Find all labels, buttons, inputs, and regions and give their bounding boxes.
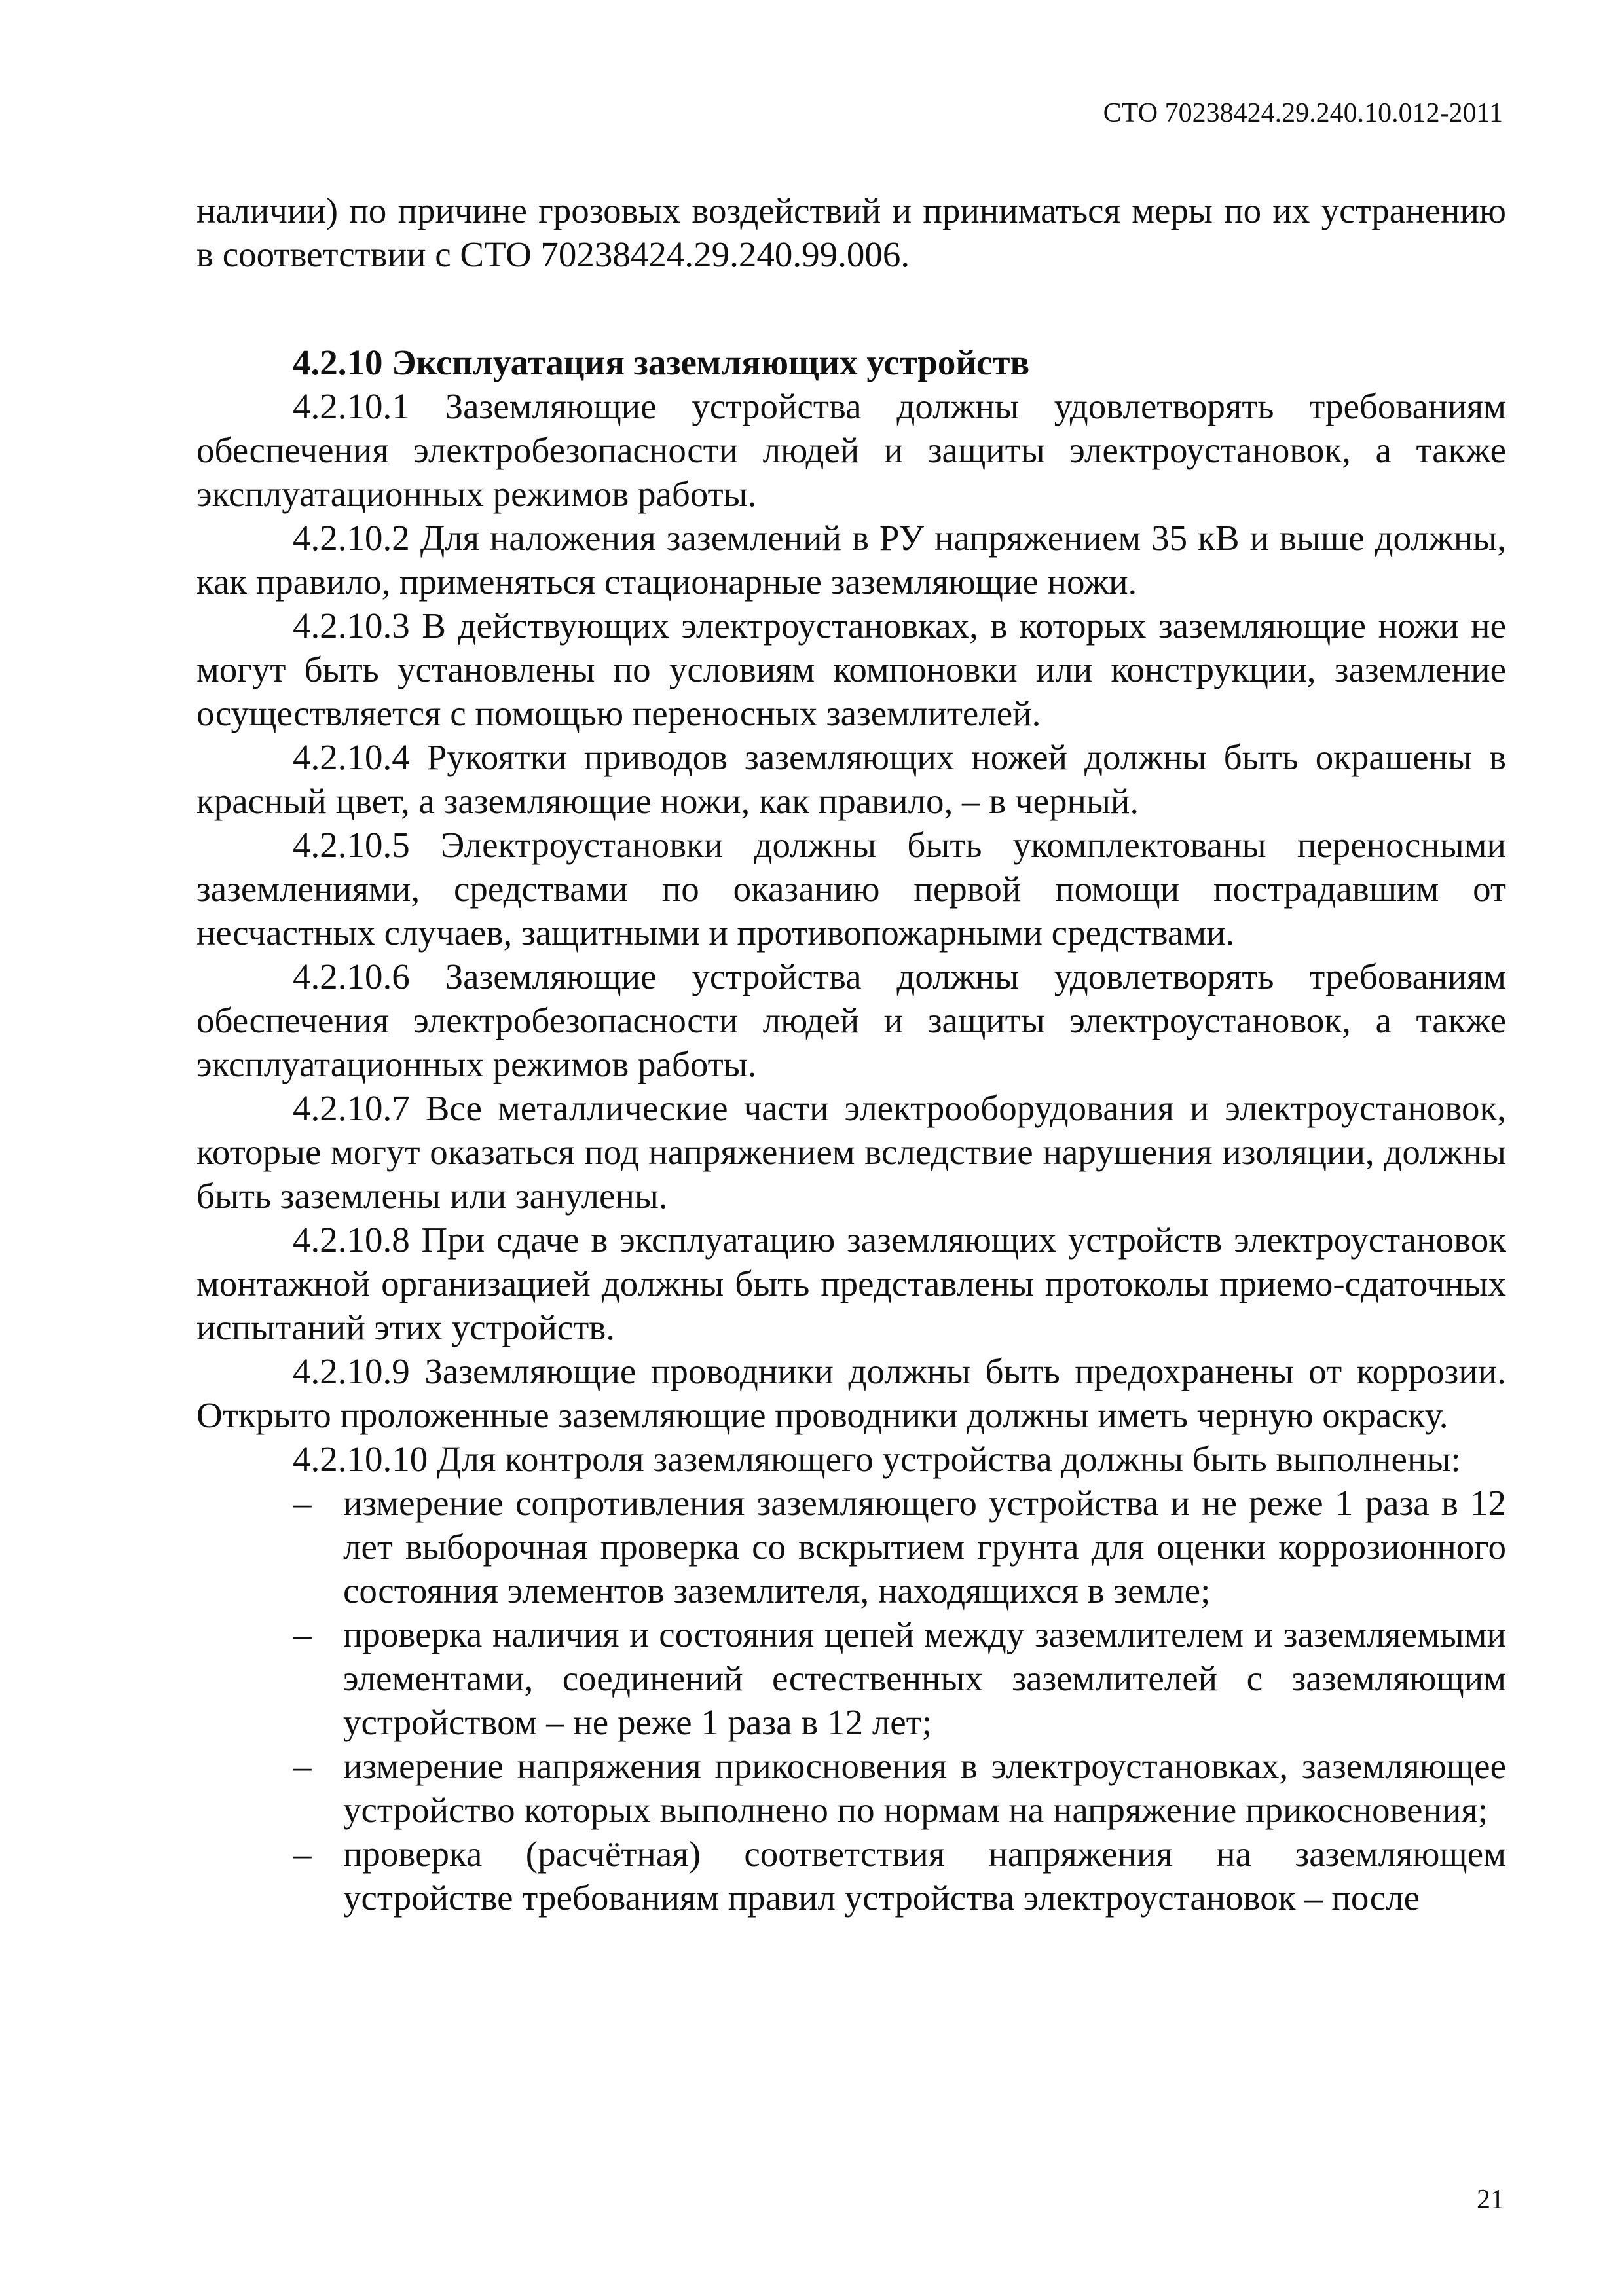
control-measures-list: [196, 1481, 1506, 1920]
paragraph-4-2-10-8: 4.2.10.8 При сдаче в эксплуатацию заземляющих устройств электроустановок монтажной организацией должны быть представлены протоколы приемо-сдаточных испытаний этих устройств.: [196, 1220, 1506, 1347]
paragraph-4-2-10-9: 4.2.10.9 Заземляющие проводники должны быть предохранены от коррозии. Открыто проложенные заземляющие проводники должны иметь черную окраску.: [196, 1351, 1506, 1435]
dash-bullet: –: [293, 1483, 312, 1523]
paragraph-4-2-10-10: 4.2.10.10 Для контроля заземляющего устройства должны быть выполнены:: [293, 1439, 1461, 1479]
list-item: [196, 1613, 1506, 1744]
list-item-text: измерение напряжения прикосновения в электроустановках, заземляющее устройство которых выполнено по нормам на напряжение прикосновения;: [343, 1746, 1506, 1830]
paragraph-4-2-10-1: 4.2.10.1 Заземляющие устройства должны удовлетворять требованиям обеспечения электробезопасности людей и защиты электроустановок, а также эксплуатационных режимов работы.: [196, 386, 1506, 514]
list-item-text: проверка наличия и состояния цепей между заземлителем и заземляемыми элементами, соединений естественных заземлителей с заземляющим устройством – не реже 1 раза в 12 лет;: [343, 1614, 1506, 1742]
paragraph-4-2-10-6: 4.2.10.6 Заземляющие устройства должны удовлетворять требованиям обеспечения электробезопасности людей и защиты электроустановок, а также эксплуатационных режимов работы.: [196, 957, 1506, 1084]
list-item-text: измерение сопротивления заземляющего устройства и не реже 1 раза в 12 лет выборочная проверка со вскрытием грунта для оценки коррозионного состояния элементов заземлителя, находящихся в земле;: [343, 1483, 1506, 1611]
list-item: [196, 1481, 1506, 1613]
list-item: [196, 1832, 1506, 1920]
paragraph-4-2-10-5: 4.2.10.5 Электроустановки должны быть укомплектованы переносными заземлениями, средствами по оказанию первой помощи пострадавшим от несчастных случаев, защитными и противопожарными средствами.: [196, 825, 1506, 953]
dash-bullet: –: [293, 1614, 312, 1654]
continuation-paragraph: наличии) по причине грозовых воздействий и приниматься меры по их устранению в соответствии с СТО 70238424.29.240.99.006.: [196, 191, 1506, 274]
dash-bullet: –: [293, 1746, 312, 1786]
page-number: 21: [1477, 2185, 1504, 2215]
list-item: [196, 1744, 1506, 1832]
document-body: [196, 189, 1506, 1920]
document-code: СТО 70238424.29.240.10.012-2011: [1103, 98, 1503, 128]
paragraph-4-2-10-2: 4.2.10.2 Для наложения заземлений в РУ напряжением 35 кВ и выше должны, как правило, применяться стационарные заземляющие ножи.: [196, 518, 1506, 602]
paragraph-4-2-10-4: 4.2.10.4 Рукоятки приводов заземляющих ножей должны быть окрашены в красный цвет, а заземляющие ножи, как правило, – в черный.: [196, 737, 1506, 821]
dash-bullet: –: [293, 1834, 312, 1874]
paragraph-4-2-10-7: 4.2.10.7 Все металлические части электрооборудования и электроустановок, которые могут оказаться под напряжением вследствие нарушения изоляции, должны быть заземлены или занулены.: [196, 1088, 1506, 1216]
paragraph-4-2-10-3: 4.2.10.3 В действующих электроустановках, в которых заземляющие ножи не могут быть установлены по условиям компоновки или конструкции, заземление осуществляется с помощью переносных заземлителей.: [196, 606, 1506, 733]
list-item-text: проверка (расчётная) соответствия напряжения на заземляющем устройстве требованиям правил устройства электроустановок – после: [343, 1834, 1506, 1918]
section-heading: 4.2.10 Эксплуатация заземляющих устройств: [293, 342, 1030, 382]
